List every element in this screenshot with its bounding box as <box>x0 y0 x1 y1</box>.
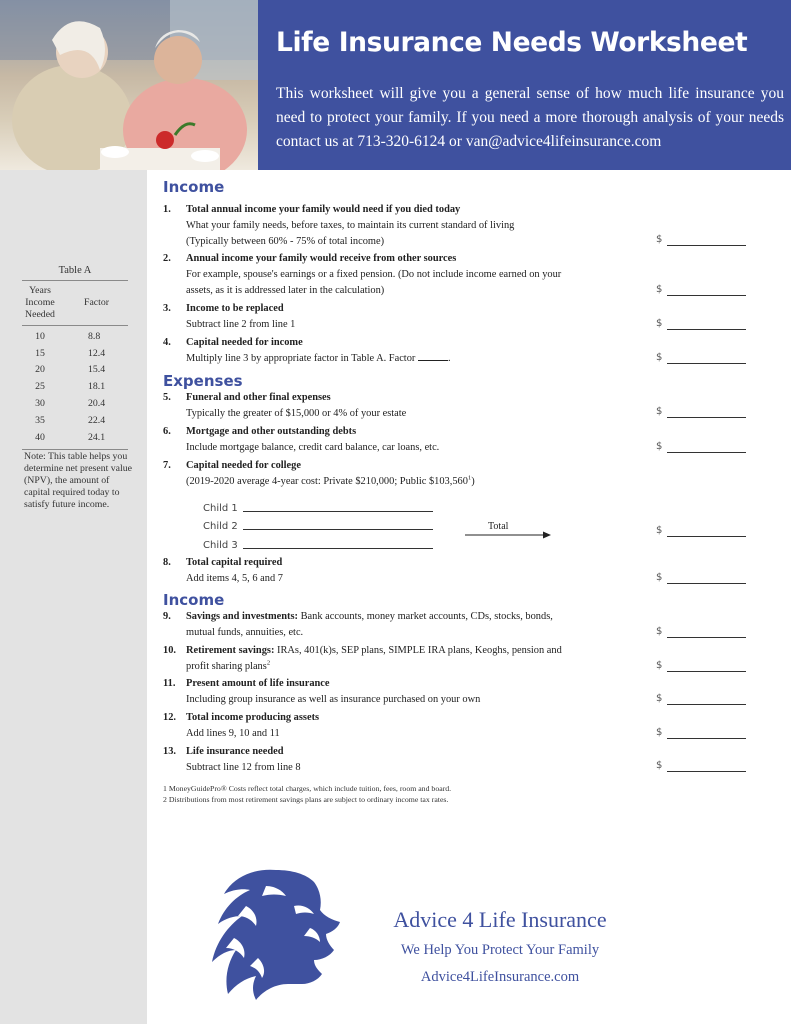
item-7: 7. Capital needed for college (2019-2020 average 4-year cost: Private $210,000; Public $103,560$^1$) <box>163 460 475 487</box>
table-a-title: Table A <box>58 265 92 276</box>
footnote-1: 1 MoneyGuidePro® Costs reflect total charges, which include tuition, fees, room and board. <box>163 784 452 793</box>
item-5: 5. Funeral and other final expenses Typically the greater of $15,000 or 4% of your estate <box>163 392 407 419</box>
table-a <box>22 265 128 450</box>
answer-line-8[interactable]: $ <box>656 572 746 586</box>
footnotes <box>163 783 451 805</box>
answer-line-10[interactable]: $ <box>656 660 746 674</box>
answer-line-3[interactable]: $ <box>656 318 746 332</box>
table-row: 35 22.4 <box>35 414 106 426</box>
table-a-col-factor: Factor <box>84 297 110 308</box>
answer-line-6[interactable]: $ <box>656 441 746 455</box>
child-2-line[interactable]: Child 2 <box>203 521 433 532</box>
table-row: 20 15.4 <box>35 364 106 376</box>
item-12: 12. Total income producing assets Add lines 9, 10 and 11 <box>163 712 320 739</box>
item-11: 11. Present amount of life insurance Including group insurance as well as insurance purchased on your own <box>163 678 481 705</box>
item-3: 3. Income to be replaced Subtract line 2 from line 1 <box>163 303 296 330</box>
item-6: 6. Mortgage and other outstanding debts Include mortgage balance, credit card balance, car loans, etc. <box>163 426 440 453</box>
total-label: Total <box>488 521 509 532</box>
item-4: 4. Capital needed for income Multiply line 3 by appropriate factor in Table A. Factor . <box>163 337 451 364</box>
brand-name: Advice 4 Life Insurance <box>393 907 607 932</box>
couple-photo <box>0 0 258 170</box>
section-expenses: Expenses <box>163 372 243 390</box>
lion-logo-icon <box>206 866 346 1002</box>
table-row: 30 20.4 <box>35 398 106 410</box>
item-10: 10. Retirement savings: IRAs, 401(k)s, SEP plans, SIMPLE IRA plans, Keoghs, pension and profit sharing plans$^2$ <box>163 645 562 672</box>
brand-tagline: We Help You Protect Your Family <box>400 942 600 958</box>
section-income-assets: Income <box>163 591 225 609</box>
table-row: 25 18.1 <box>35 381 106 393</box>
header-banner <box>258 0 791 170</box>
answer-line-11[interactable]: $ <box>656 693 746 707</box>
answer-line-9[interactable]: $ <box>656 626 746 640</box>
item-8: 8. Total capital required Add items 4, 5, 6 and 7 <box>163 557 283 584</box>
table-row: 40 24.1 <box>35 431 106 443</box>
arrow-right-icon <box>465 530 551 540</box>
table-a-col-years: Years Income Needed <box>25 285 55 320</box>
answer-line-1[interactable]: $ <box>656 234 746 248</box>
footnote-2: 2 Distributions from most retirement savings plans are subject to ordinary income tax rates. <box>163 795 449 804</box>
item-1: 1. Total annual income your family would need if you died today What your family needs, before taxes, to maintain its current standard of living (Typically between 60% - 75% of total income) <box>163 204 515 247</box>
item-13: 13. Life insurance needed Subtract line 12 from line 8 <box>163 746 301 773</box>
section-income: Income <box>163 178 225 196</box>
page-title: Life Insurance Needs Worksheet <box>276 27 748 58</box>
table-row: 15 12.4 <box>35 347 106 359</box>
brand-url-link[interactable]: Advice4LifeInsurance.com <box>420 969 580 985</box>
intro-text: This worksheet will give you a general sense of how much life insurance you need to protect your family. If you need a more thorough analysis of your needs contact us at 713-320-6124 or van@advice4lifeinsurance.com <box>276 85 784 150</box>
factor-blank[interactable] <box>418 360 448 361</box>
child-1-line[interactable]: Child 1 <box>203 503 433 514</box>
answer-line-4[interactable]: $ <box>656 352 746 366</box>
table-row: 10 8.8 <box>35 330 101 342</box>
item-2: 2. Annual income your family would receive from other sources For example, spouse's earnings or a fixed pension. (Do not include income earned on your assets, as it is addressed later in the calculation) <box>163 253 562 296</box>
table-a-note: Note: This table helps you determine net present value (NPV), the amount of capital required today to satisfy future income. <box>24 451 132 510</box>
answer-line-7[interactable]: $ <box>656 525 746 539</box>
item-9: 9. Savings and investments: Bank accounts, money market accounts, CDs, stocks, bonds, mutual funds, annuities, etc. <box>163 611 553 638</box>
answer-line-13[interactable]: $ <box>656 760 746 774</box>
child-3-line[interactable]: Child 3 <box>203 540 433 551</box>
answer-line-12[interactable]: $ <box>656 727 746 741</box>
answer-line-2[interactable]: $ <box>656 284 746 298</box>
answer-line-5[interactable]: $ <box>656 406 746 420</box>
